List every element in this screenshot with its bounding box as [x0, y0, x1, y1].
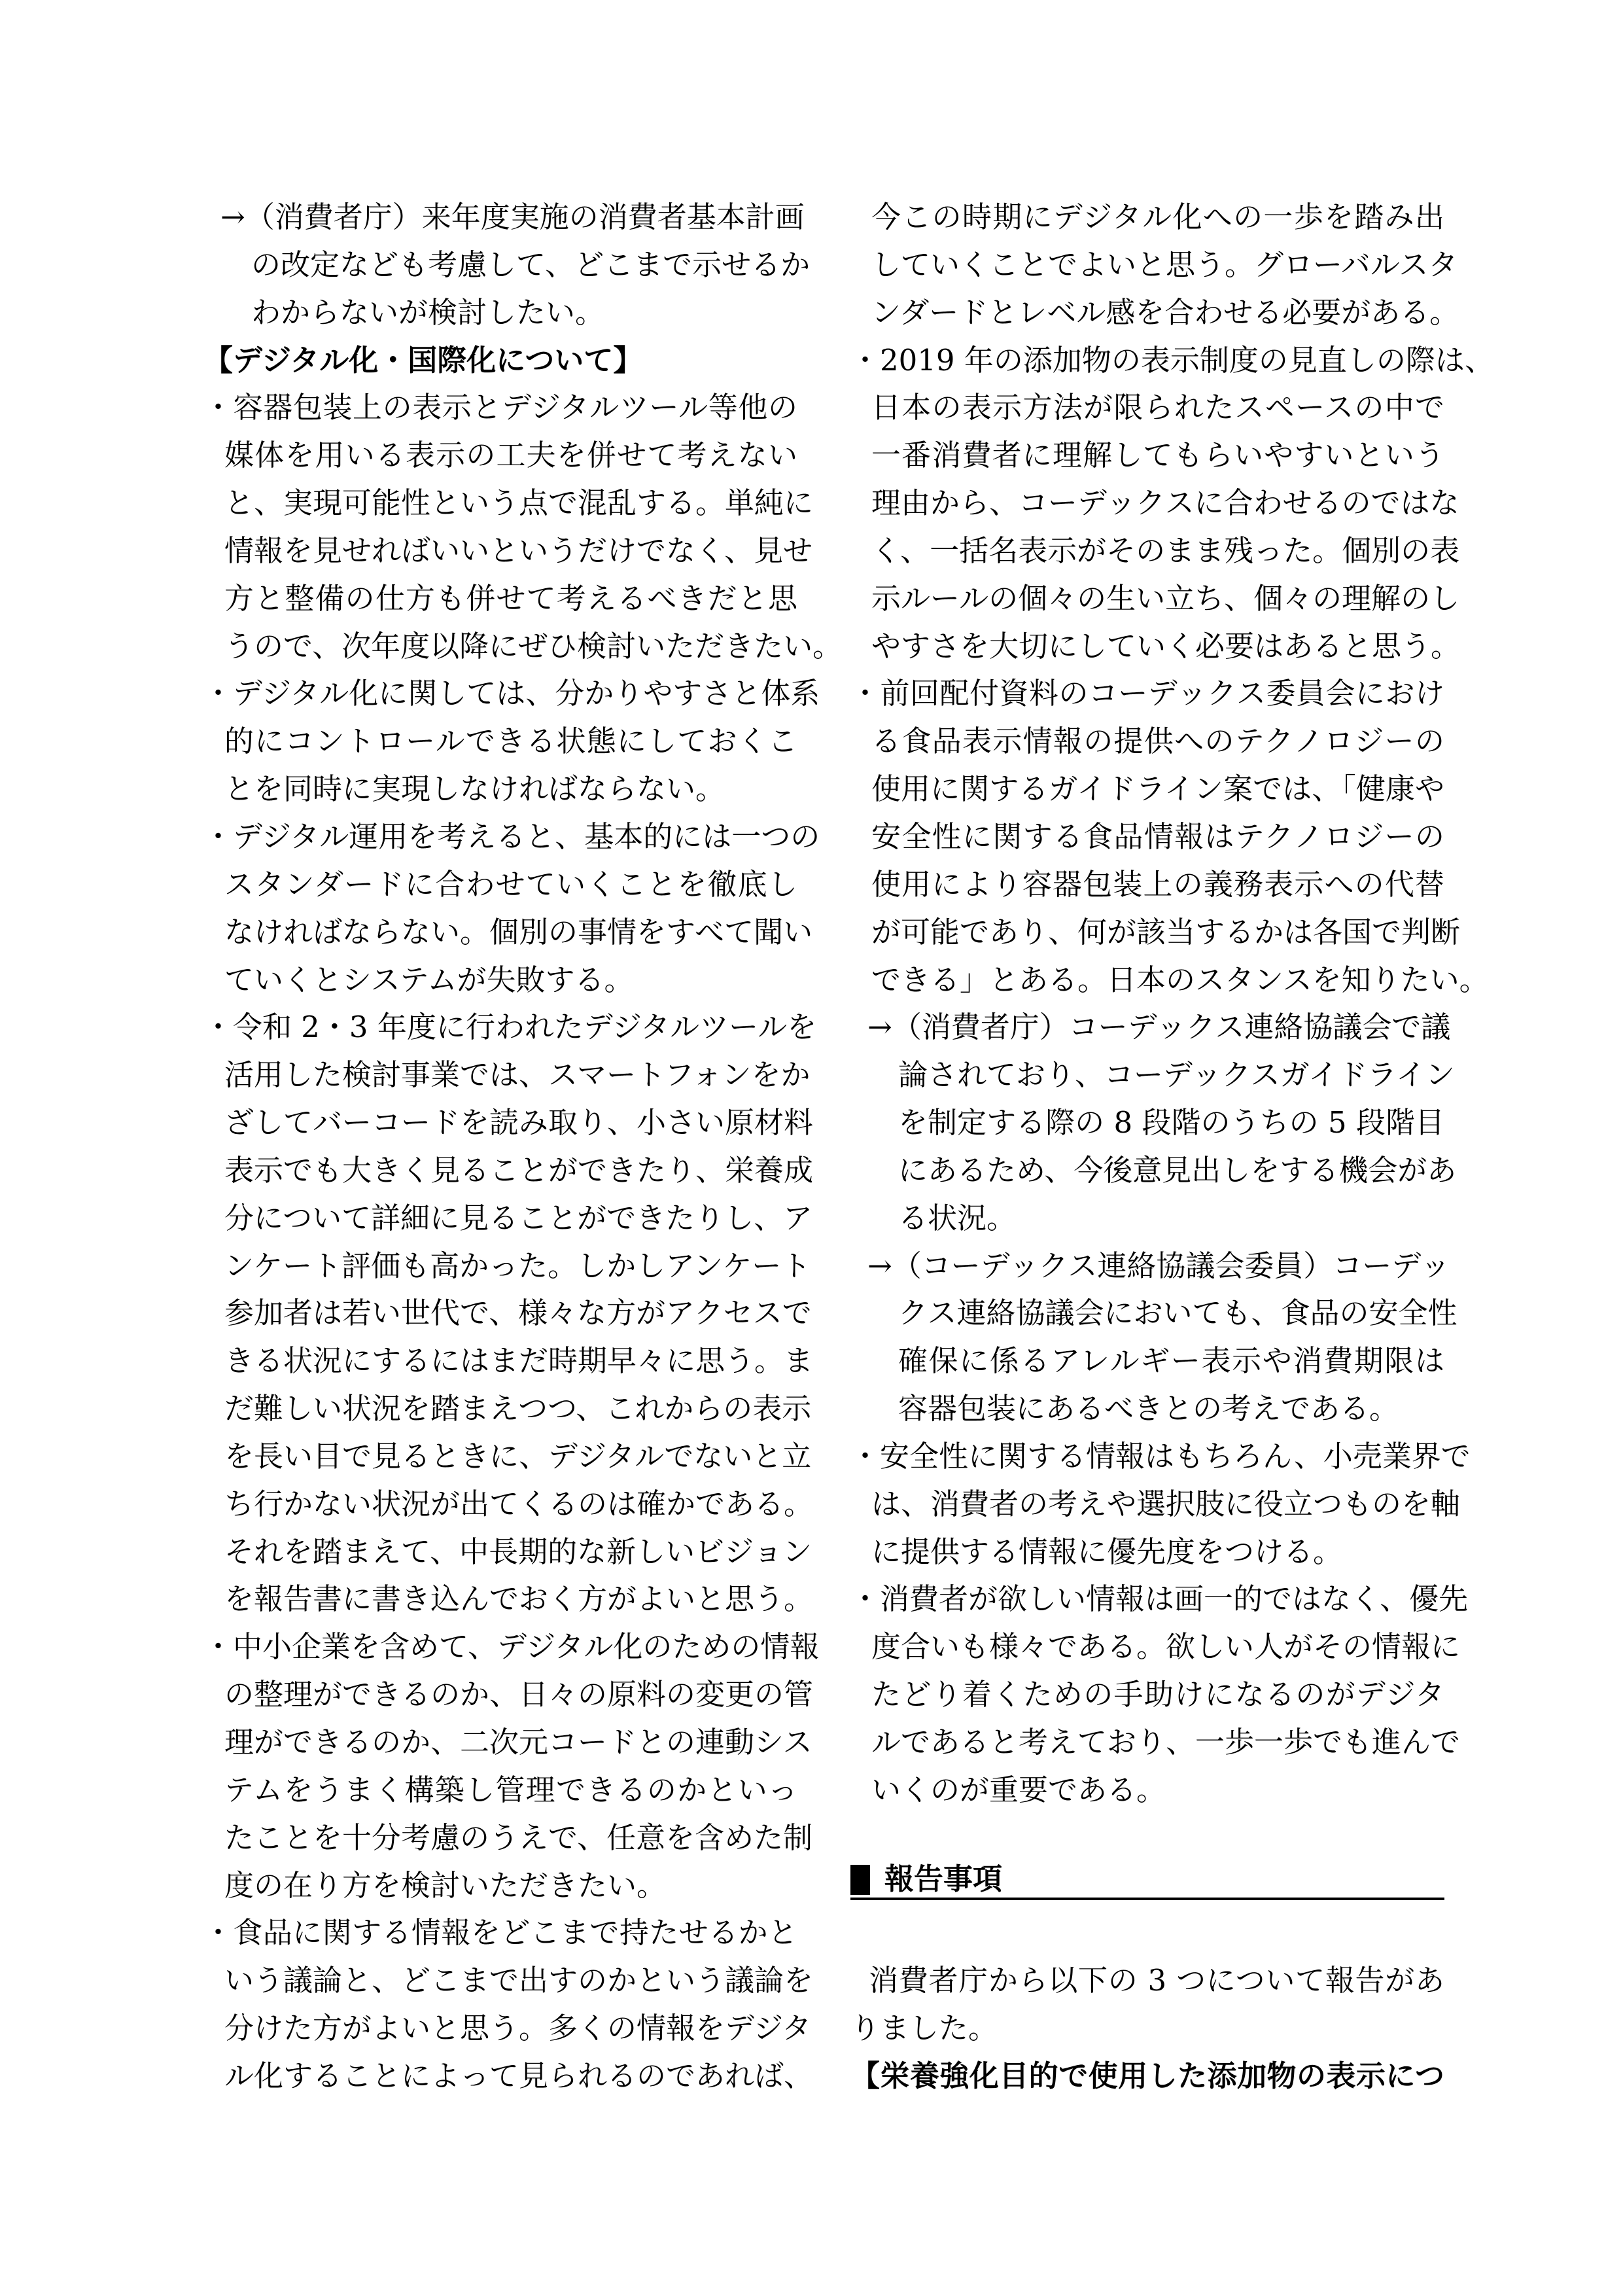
text-line: なければならない。個別の事情をすべて聞い: [224, 914, 813, 949]
text-line: を制定する際の 8 段階のうちの 5 段階目: [898, 1105, 1444, 1140]
text-line: の整理ができるのか、日々の原料の変更の管: [224, 1677, 814, 1712]
text-line: それを踏まえて、中長期的な新しいビジョン: [224, 1534, 812, 1569]
text-line: 示ルールの個々の生い立ち、個々の理解のし: [871, 580, 1460, 616]
text-line: の改定なども考慮して、どこまで示せるか: [251, 247, 811, 282]
topic-heading: 【栄養強化目的で使用した添加物の表示につ: [850, 2058, 1444, 2093]
text-line: たどり着くための手助けになるのがデジタ: [871, 1677, 1444, 1712]
text-line: 安全性に関する食品情報はテクノロジーの: [871, 819, 1444, 854]
text-line: る食品表示情報の提供へのテクノロジーの: [871, 724, 1444, 759]
text-line: 今この時期にデジタル化への一歩を踏み出: [871, 200, 1444, 234]
text-line: に提供する情報に優先度をつける。: [871, 1534, 1343, 1569]
text-line: 一番消費者に理解してもらいやすいという: [871, 438, 1444, 473]
text-line: にあるため、今後意見出しをする機会があ: [898, 1152, 1457, 1188]
text-line: ・中小企業を含めて、デジタル化のための情報: [203, 1629, 820, 1665]
text-line: 媒体を用いる表示の工夫を併せて考えない: [224, 438, 797, 473]
text-line: 参加者は若い世代で、様々な方がアクセスで: [224, 1296, 812, 1331]
text-line: ていくとシステムが失敗する。: [224, 962, 634, 997]
text-line: ・デジタル化に関しては、分かりやすさと体系: [203, 676, 820, 711]
black-square-icon: [850, 1865, 870, 1895]
text-line: 確保に係るアレルギー表示や消費期限は: [898, 1343, 1444, 1379]
text-line: ンダードとレベル感を合わせる必要がある。: [871, 294, 1459, 330]
text-line: 度の在り方を検討いただきたい。: [224, 1867, 667, 1903]
text-line: ル化することによって見られるのであれば、: [224, 2058, 814, 2093]
text-line: 論されており、コーデックスガイドライン: [898, 1057, 1455, 1093]
text-column-left: [203, 194, 843, 2100]
text-line: わからないが検討したい。: [251, 294, 605, 330]
text-line: 理由から、コーデックスに合わせるのではな: [871, 486, 1459, 521]
text-line: やすさを大切にしていく必要はあると思う。: [871, 628, 1461, 663]
text-line: ・安全性に関する情報はもちろん、小売業界で: [850, 1438, 1471, 1474]
text-line: 使用に関するガイドライン案では、「健康や: [871, 771, 1444, 807]
text-line: ンケート評価も高かった。しかしアンケート: [224, 1248, 811, 1283]
text-line: スタンダードに合わせていくことを徹底し: [224, 866, 797, 902]
text-line: ち行かない状況が出てくるのは確かである。: [224, 1486, 814, 1521]
text-line: →（消費者庁）来年度実施の消費者基本計画: [220, 200, 805, 234]
text-line: 分けた方がよいと思う。多くの情報をデジタ: [224, 2011, 812, 2046]
text-line: と、実現可能性という点で混乱する。単純に: [224, 486, 814, 521]
text-line: 日本の表示方法が限られたスペースの中で: [871, 390, 1444, 425]
text-line: うので、次年度以降にぜひ検討いただきたい。: [224, 628, 843, 663]
text-line: ・令和 2・3 年度に行われたデジタルツールを: [203, 1010, 817, 1045]
text-line: →（消費者庁）コーデックス連絡協議会で議: [867, 1010, 1451, 1045]
text-line: 理ができるのか、二次元コードとの連動シス: [224, 1725, 812, 1759]
text-line: を長い目で見るときに、デジタルでないと立: [224, 1438, 812, 1474]
text-line: ・消費者が欲しい情報は画一的ではなく、優先: [850, 1581, 1469, 1617]
section-title: 報告事項: [884, 1862, 1003, 1897]
text-line: りました。: [850, 2011, 998, 2046]
text-line: ルであると考えており、一歩一歩でも進んで: [871, 1725, 1461, 1759]
text-line: 的にコントロールできる状態にしておくこ: [224, 724, 797, 759]
text-line: く、一括名表示がそのまま残った。個別の表: [871, 533, 1460, 568]
text-line: を報告書に書き込んでおく方がよいと思う。: [224, 1581, 814, 1617]
text-line: る状況。: [898, 1200, 1017, 1235]
text-line: 分について詳細に見ることができたりし、ア: [224, 1200, 813, 1235]
text-line: 方と整備の仕方も併せて考えるべきだと思: [224, 580, 797, 616]
text-line: ざしてバーコードを読み取り、小さい原材料: [224, 1105, 814, 1140]
text-line: 容器包装にあるべきとの考えである。: [898, 1391, 1399, 1426]
text-line: 消費者庁から以下の 3 つについて報告があ: [869, 1963, 1444, 1998]
text-column-right: [850, 194, 1494, 2100]
text-line: できる」とある。日本のスタンスを知りたい。: [871, 962, 1489, 997]
text-line: ・デジタル運用を考えると、基本的には一つの: [203, 819, 820, 854]
text-line: は、消費者の考えや選択肢に役立つものを軸: [871, 1486, 1461, 1521]
text-line: いくのが重要である。: [871, 1772, 1166, 1807]
text-line: たことを十分考慮のうえで、任意を含めた制: [224, 1820, 813, 1855]
blank-line: [850, 1814, 1444, 1862]
text-line: ・容器包装上の表示とデジタルツール等他の: [203, 390, 797, 425]
text-line: 度合いも様々である。欲しい人がその情報に: [871, 1629, 1461, 1665]
text-line: 活用した検討事業では、スマートフォンをか: [224, 1057, 811, 1093]
text-line: ・2019 年の添加物の表示制度の見直しの際は、: [850, 342, 1494, 378]
text-line: が可能であり、何が該当するかは各国で判断: [871, 914, 1461, 949]
text-line: とを同時に実現しなければならない。: [224, 771, 725, 807]
text-line: いう議論と、どこまで出すのかという議論を: [224, 1963, 814, 1998]
text-line: 表示でも大きく見ることができたり、栄養成: [224, 1152, 814, 1188]
text-line: きる状況にするにはまだ時期早々に思う。ま: [224, 1343, 814, 1379]
text-line: クス連絡協議会においても、食品の安全性: [898, 1296, 1457, 1331]
text-line: 使用により容器包装上の義務表示への代替: [871, 866, 1444, 902]
text-line: 情報を見せればいいというだけでなく、見せ: [224, 533, 813, 568]
report-section-heading: [850, 1862, 1444, 1900]
text-line: していくことでよいと思う。グローバルスタ: [871, 247, 1458, 282]
text-line: →（コーデックス連絡協議会委員）コーデッ: [867, 1248, 1450, 1283]
text-line: ・前回配付資料のコーデックス委員会におけ: [850, 676, 1444, 711]
text-line: テムをうまく構築し管理できるのかといっ: [224, 1772, 797, 1807]
topic-heading: 【デジタル化・国際化について】: [203, 342, 643, 378]
text-line: ・食品に関する情報をどこまで持たせるかと: [203, 1915, 797, 1951]
text-line: だ難しい状況を踏まえつつ、これからの表示: [224, 1391, 812, 1426]
blank-line: [850, 1909, 1444, 1957]
